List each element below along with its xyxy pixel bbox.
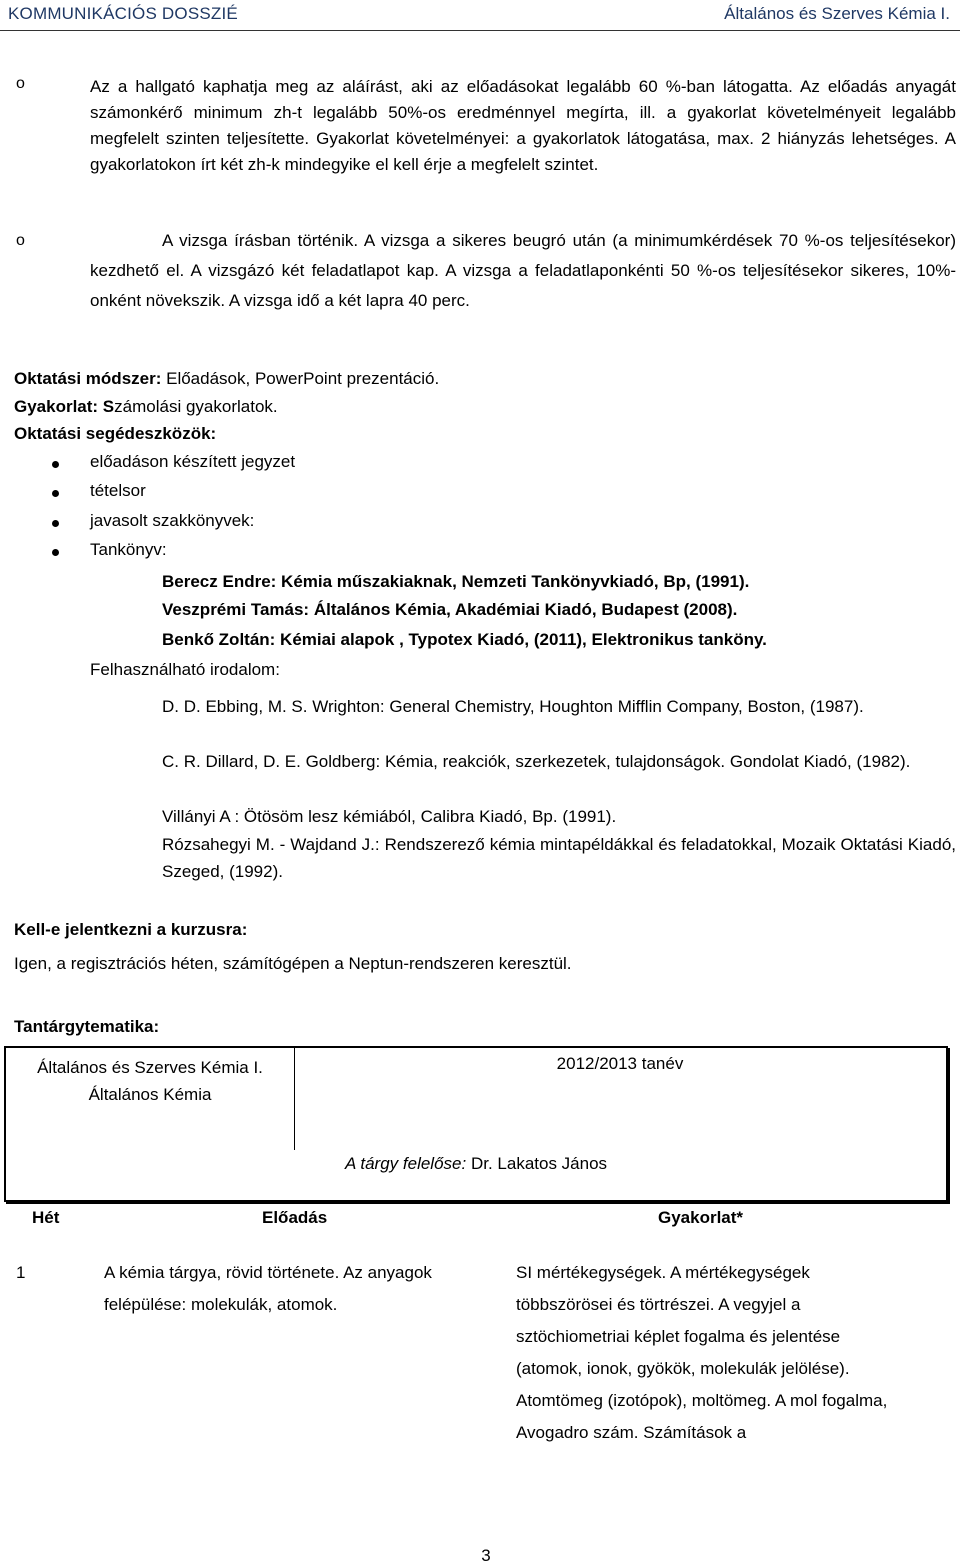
tool-item: előadáson készített jegyzet xyxy=(90,452,296,471)
practice-cell: SI mértékegységek. A mértékegységek többszörösei és törtrészei. A vegyjel a sztöchiometriai képlet fogalma és jelentése (atomok, ionok, gyökök, molekulák jelölése). Atomtömeg (izotópok), moltömeg. A mol fogalma, Avogadro szám. Számítások a xyxy=(516,1263,888,1442)
bullet-icon xyxy=(52,490,59,497)
column-header-practice: Gyakorlat* xyxy=(658,1208,744,1227)
teaching-tools-label: Oktatási segédeszközök: xyxy=(14,424,217,443)
header-title-left: KOMMUNIKÁCIÓS DOSSZIÉ xyxy=(8,4,238,23)
textbook-item: Berecz Endre: Kémia műszakiaknak, Nemzeti Tankönyvkiadó, Bp, (1991). xyxy=(162,572,750,591)
practice-value: zámolási gyakorlatok. xyxy=(114,397,278,416)
practice-line xyxy=(14,397,278,417)
header-title-right: Általános és Szerves Kémia I. xyxy=(724,4,950,23)
academic-year: 2012/2013 tanév xyxy=(556,1054,684,1073)
course-name-cell xyxy=(6,1054,294,1108)
bullet-icon xyxy=(52,461,59,468)
lecture-cell: A kémia tárgya, rövid története. Az anyagok felépülése: molekulák, atomok. xyxy=(104,1263,432,1314)
textbook-item: Veszprémi Tamás: Általános Kémia, Akadémiai Kiadó, Budapest (2008). xyxy=(162,600,738,619)
column-header-lecture: Előadás xyxy=(262,1208,328,1227)
column-header-week: Hét xyxy=(32,1208,60,1227)
bullet-icon xyxy=(52,520,59,527)
literature-label: Felhasználható irodalom: xyxy=(90,660,280,679)
tool-item: javasolt szakkönyvek: xyxy=(90,511,255,530)
course-name: Általános és Szerves Kémia I. xyxy=(37,1058,263,1077)
literature-item: Rózsahegyi M. - Wajdand J.: Rendszerező kémia mintapéldákkal és feladatokkal, Mozaik Oktatási Kiadó, Szeged, (1992). xyxy=(162,835,956,881)
teaching-method-label: Oktatási módszer: xyxy=(14,369,162,388)
signup-label: Kell-e jelentkezni a kurzusra: xyxy=(14,920,248,939)
exam-text: A vizsga írásban történik. A vizsga a sikeres beugró után (a minimumkérdések 70 %-os teljesítésekor) kezdhető el. A vizsgázó két feladatlapot kap. A vizsga a feladatlaponkénti 50 %-os teljesítésekor sikeres, 10%-onként növekszik. A vizsga idő a két lapra 40 perc. xyxy=(90,231,956,310)
tool-item: Tankönyv: xyxy=(90,540,167,559)
tool-item: tételsor xyxy=(90,481,146,500)
textbook-item: Benkő Zoltán: Kémiai alapok , Typotex Kiadó, (2011), Elektronikus tanköny. xyxy=(162,630,767,649)
literature-item: D. D. Ebbing, M. S. Wrighton: General Chemistry, Houghton Mifflin Company, Boston, (1987). xyxy=(162,697,864,716)
syllabus-label: Tantárgytematika: xyxy=(14,1017,160,1036)
page-number: 3 xyxy=(481,1546,491,1565)
responsible-name: Dr. Lakatos János xyxy=(466,1154,608,1173)
week-number: 1 xyxy=(16,1263,26,1282)
literature-item: Villányi A : Ötösöm lesz kémiából, Calibra Kiadó, Bp. (1991). xyxy=(162,807,617,826)
bullet-icon xyxy=(52,549,59,556)
circle-bullet-icon: o xyxy=(16,232,25,249)
course-info-box xyxy=(4,1046,948,1202)
exam-requirements-text xyxy=(90,226,956,316)
signup-value: Igen, a regisztrációs héten, számítógépen a Neptun-rendszeren keresztül. xyxy=(14,954,572,973)
literature-item: C. R. Dillard, D. E. Goldberg: Kémia, reakciók, szerkezetek, tulajdonságok. Gondolat Kiadó, (1982). xyxy=(162,752,911,771)
teaching-method xyxy=(14,369,439,389)
responsible-label: A tárgy felelőse: xyxy=(344,1154,467,1173)
circle-bullet-icon: o xyxy=(16,75,25,92)
teaching-method-value: Előadások, PowerPoint prezentáció. xyxy=(161,369,440,388)
signature-requirements-text: Az a hallgató kaphatja meg az aláírást, aki az előadásokat legalább 60 %-ban látogatta. Az előadás anyagát számonkérő minimum zh-t legalább 50%-os eredménnyel megírta, ill. a gyakorlat követelményeit legalább megfelelt szinten teljesítette. Gyakorlat követelményei: a gyakorlatok látogatása, max. 2 hiányzás lehetséges. A gyakorlatokon írt két zh-k mindegyike el kell érje a megfelelt szintet. xyxy=(90,77,956,174)
course-subtitle: Általános Kémia xyxy=(88,1085,212,1104)
page-header xyxy=(0,4,960,31)
course-responsible xyxy=(6,1154,946,1174)
practice-label: Gyakorlat: S xyxy=(14,397,115,416)
